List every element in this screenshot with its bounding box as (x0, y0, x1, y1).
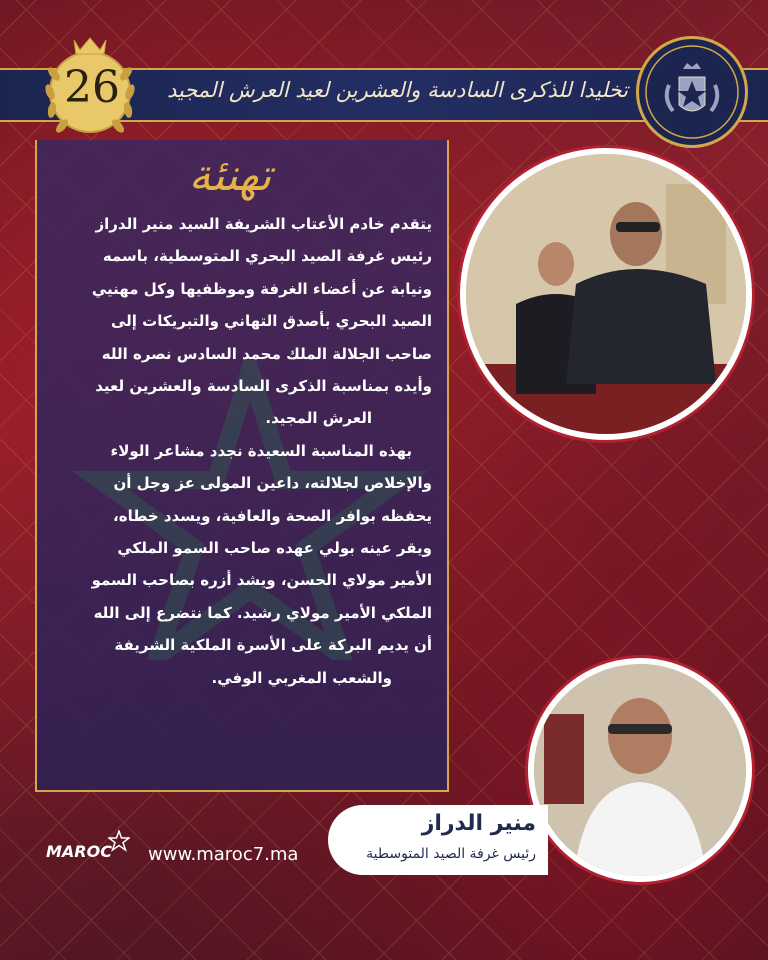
signature-role: رئيس غرفة الصيد المتوسطية (366, 846, 536, 862)
brand-star-icon (108, 830, 130, 852)
message-line: الأمير مولاي الحسن، ويشد أزره بصاحب السمو (91, 571, 432, 590)
message-line: بهذه المناسبة السعيدة نجدد مشاعر الولاء (110, 441, 412, 460)
message-line: أن يديم البركة على الأسرة الملكية الشريفة (114, 636, 432, 655)
website-link[interactable]: www.maroc7.ma (148, 844, 299, 865)
header-title: تخليدا للذكرى السادسة والعشرين لعيد العرش المجيد (167, 78, 628, 102)
message-line: ونيابة عن أعضاء الغرفة وموظفيها وكل مهنيي (91, 279, 432, 298)
message-line: والشعب المغربي الوفي. (211, 668, 392, 687)
message-line: صاحب الجلالة الملك محمد السادس نصره الله (101, 344, 432, 363)
signature-name: منير الدراز (421, 811, 536, 836)
royal-emblem-icon (636, 36, 748, 148)
person-photo-illustration (534, 664, 746, 876)
message-line: وأيده بمناسبة الذكرى السادسة والعشرين لعيد (95, 377, 432, 396)
king-photo (460, 148, 752, 440)
message-line: ويقر عينه بولي عهده صاحب السمو الملكي (117, 539, 432, 558)
message-line: الصيد البحري بأصدق التهاني والتبريكات إلى (111, 312, 432, 331)
anniversary-number: 26 (64, 62, 120, 113)
message-line: الملكي الأمير مولاي رشيد. كما نتضرع إلى الله (93, 603, 432, 622)
king-photo-illustration (466, 154, 746, 434)
person-photo (528, 658, 752, 882)
heading-tahnia: تهنئة (188, 150, 272, 201)
message-body (50, 208, 432, 694)
brand-logo: MAROC (46, 842, 112, 861)
message-line: العرش المجيد. (265, 409, 372, 428)
message-line: يحفظه بوافر الصحة والعافية، ويسدد خطاه، (113, 506, 432, 525)
message-line: والإخلاص لجلالته، داعين المولى عز وجل أن (113, 474, 432, 493)
message-line: رئيس غرفة الصيد البحري المتوسطية، باسمه (102, 247, 432, 266)
message-line: يتقدم خادم الأعتاب الشريفة السيد منير الدراز (95, 215, 432, 233)
